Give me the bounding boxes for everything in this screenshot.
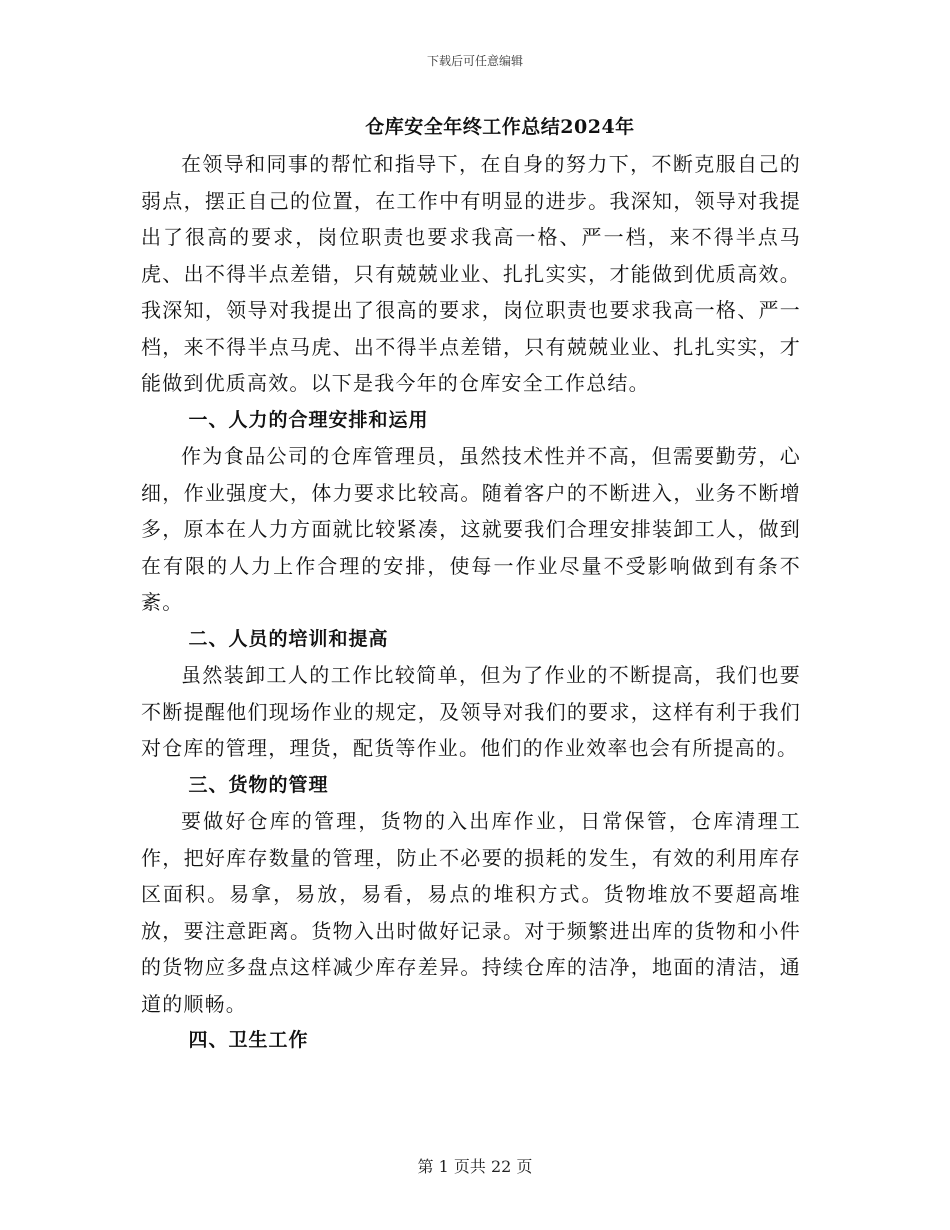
section-heading-2: 二、人员的培训和提高 (188, 627, 389, 650)
page-number: 第 1 页共 22 页 (417, 1157, 533, 1176)
document-title: 仓库安全年终工作总结2024年 (365, 116, 635, 138)
section-paragraph-1: 作为食品公司的仓库管理员，虽然技术性并不高，但需要勤劳，心细，作业强度大，体力要求比较高。随着客户的不断进入，业务不断增多，原本在人力方面就比较紧凑，这就要我们合理安排装卸工人，做到在有限的人力上作合理的安排，使每一作业尽量不受影响做到有条不紊。 (141, 444, 801, 614)
section-paragraph-2: 虽然装卸工人的工作比较简单，但为了作业的不断提高，我们也要不断提醒他们现场作业的规定，及领导对我们的要求，这样有利于我们对仓库的管理，理货，配货等作业。他们的作业效率也会有所提高的。 (141, 663, 801, 760)
section-heading-3: 三、货物的管理 (188, 773, 329, 796)
page-header-note: 下载后可任意编辑 (426, 54, 523, 68)
section-paragraph-3: 要做好仓库的管理，货物的入出库作业，日常保管，仓库清理工作，把好库存数量的管理，防止不必要的损耗的发生，有效的利用库存区面积。易拿，易放，易看，易点的堆积方式。货物堆放不要超高堆放，要注意距离。货物入出时做好记录。对于频繁进出库的货物和小件的货物应多盘点这样减少库存差异。持续仓库的洁净，地面的清洁，通道的顺畅。 (141, 809, 801, 1016)
section-heading-4: 四、卫生工作 (188, 1029, 309, 1051)
document-body (141, 146, 801, 1059)
intro-paragraph: 在领导和同事的帮忙和指导下，在自身的努力下，不断克服自己的弱点，摆正自己的位置，在工作中有明显的进步。我深知，领导对我提出了很高的要求，岗位职责也要求我高一格、严一档，来不得半点马虎、出不得半点差错，只有兢兢业业、扎扎实实，才能做到优质高效。我深知，领导对我提出了很高的要求，岗位职责也要求我高一格、严一档，来不得半点马虎、出不得半点差错，只有兢兢业业、扎扎实实，才能做到优质高效。以下是我今年的仓库安全工作总结。 (141, 152, 801, 395)
section-heading-1: 一、人力的合理安排和运用 (188, 408, 429, 431)
